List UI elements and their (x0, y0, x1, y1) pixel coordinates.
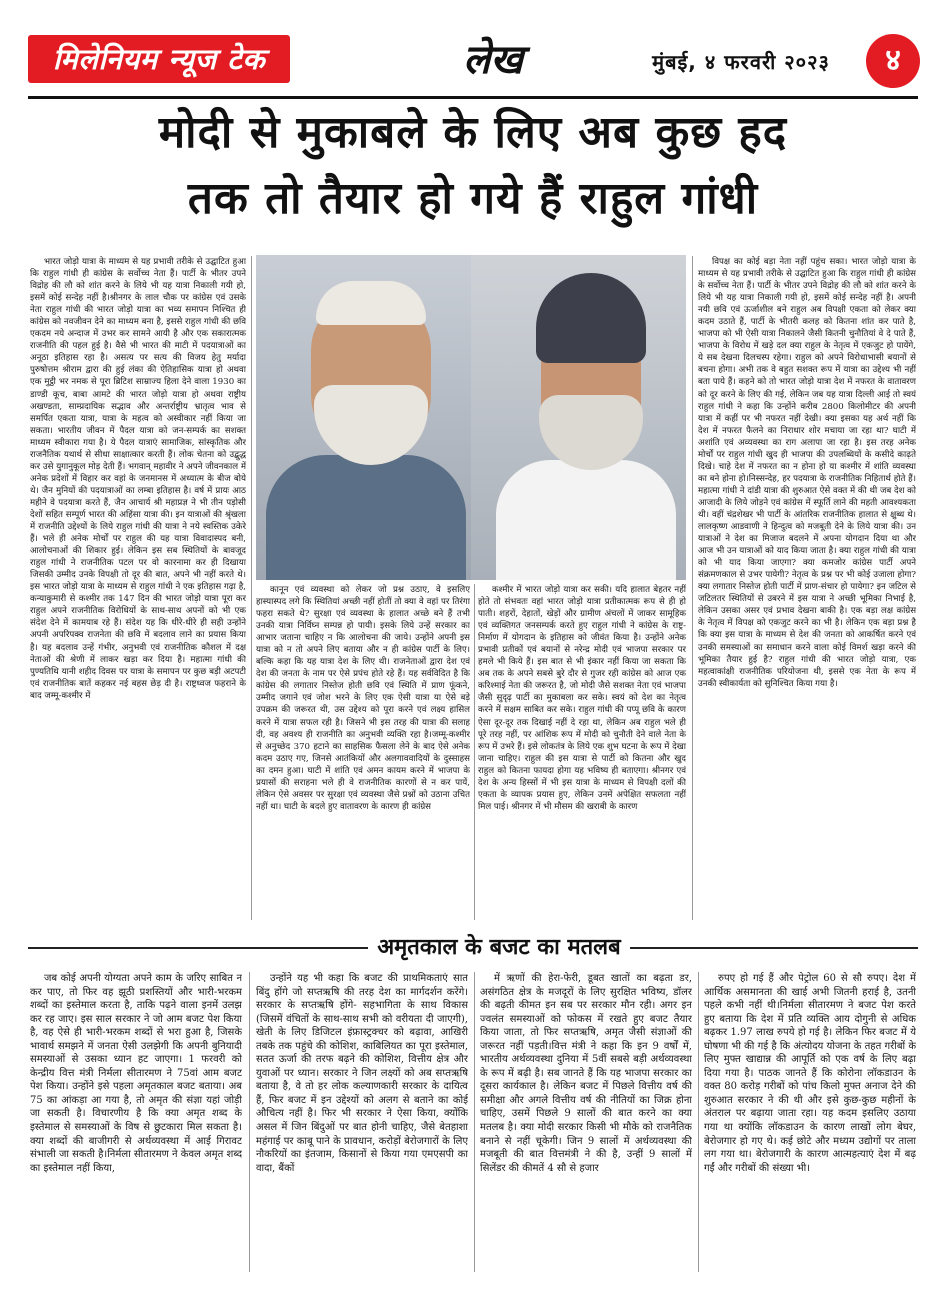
article-text: भारत जोड़ो यात्रा के माध्यम से यह प्रभावी तरीके से उद्घाटित हुआ कि राहुल गांधी ही कांग्रेस के सर्वोच्च नेता हैं। पार्टी के भीतर उपने विद्रोह की लौ को शांत करने के लिये भी यह यात्रा निकाली गयी हो, इसमें कोई सन्देह नहीं है।श्रीनगर के लाल चौक पर कांग्रेस एवं उसके नेता राहुल गांधी की भारत जोड़ो यात्रा का भव्य समापन निश्चित ही कांग्रेस को नवजीवन देने का माध्यम बना है, इससे राहुल गांधी की छवि एकदम नये अन्दाज में उभर कर सामने आयी है और एक सकारात्मक राजनीति की पहल हुई है। वैसे भी भारत की माटी में पदयात्राओं का अनूठा इतिहास रहा है। असत्य पर सत्य की विजय हेतु मर्यादा पुरुषोत्तम श्रीराम द्वारा की हुई लंका की ऐतिहासिक यात्रा हो अथवा एक मुट्ठी भर नमक से पूरा ब्रिटिश साम्राज्य हिला देने वाला 1930 का डाण्डी कूच, बाबा आमटे की भारत जोड़ो यात्रा हो अथवा राष्ट्रीय अखण्डता, साम्प्रदायिक सद्भाव और अन्तर्राष्ट्रीय भ्रातृत्व भाव से समर्पित एकता यात्रा, यात्रा के महत्व को अस्वीकार नहीं किया जा सकता। भारतीय जीवन में पैदल यात्रा को जन-सम्पर्क का सशक्त माध्यम स्वीकारा गया है। ये पैदल यात्राएं सामाजिक, सांस्कृतिक और राजनैतिक यथार्थ से सीधा साक्षात्कार करती हैं। लोक चेतना को उद्बुद्ध कर उसे युगानुकूल मोड़ देती हैं। भगवान् महावीर ने अपने जीवनकाल में अनेक प्रदेशों में विहार कर वहां के जनमानस में अध्यात्म के बीज बोये थे। जैन मुनियों की पदयात्राओं का लम्बा इतिहास है। वर्ष में प्रायः आठ महीने वे पदयात्रा करते हैं, जैन आचार्य श्री महाप्रज्ञ ने भी तीन पड़ोसी देशों सहित सम्पूर्ण भारत की अहिंसा यात्रा की। इन यात्राओं की श्रृंखला में राजनीति उद्देश्यों के लिये राहुल गांधी की यात्रा ने नये स्वस्तिक उकेरे हैं। भले ही अनेक मोर्चों पर राहुल की यह यात्रा विवादास्पद बनी, आलोचनाओं की शिकार हुई। लेकिन इस सब स्थितियों के बावजूद राहुल गांधी ने राजनीतिक पटल पर वो कारनामा कर ही दिखाया जिसकी उम्मीद उनके विपक्षी तो दूर की बात, अपने भी नहीं करते थे। इस भारत जोड़ो यात्रा के माध्यम से राहुल गांधी ने एक इतिहास गढ़ा है, कन्याकुमारी से कश्मीर तक 147 दिन की भारत जोड़ो यात्रा पूरा कर राहुल अपने राजनीतिक विरोधियों के साथ-साथ अपनों को भी एक संदेश देने में कामयाब रहे हैं। संदेश यह कि धीरे-धीरे ही सही उन्होंने अपनी अपरिपक्व राजनेता की छवि में बदलाव लाने का प्रयास किया है। यह बदलाव उन्हें गंभीर, अनुभवी एवं राजनीतिक कौशल में दक्ष नेताओं की श्रेणी में लाकर खड़ा कर दिया है। महात्मा गांधी की पुण्यतिथि यानी शहीद दिवस पर यात्रा के समापन पर कुछ बड़ी अटपटी एवं राजनीतिक बातें कहकर नई बहस छेड़ दी है। राष्ट्रध्वज फहराने के बाद जम्मू-कश्मीर में (30, 257, 246, 701)
second-article-headline: अमृतकाल के बजट का मतलब (368, 930, 630, 966)
article-text: उन्होंने यह भी कहा कि बजट की प्राथमिकताएं सात बिंदु होंगे जो सप्तऋषि की तरह देश का मार्गदर्शन करेंगे। सरकार के सप्तऋषि होंगे- सहभागिता के साथ विकास (जिसमें वंचितों के साथ-साथ सभी को वरीयता दी जाएगी), खेती के लिए डिजिटल इंफ्रास्ट्रक्चर को बढ़ावा, आखिरी तबके तक पहुंचे की कोशिश, काबिलियत का पूरा इस्तेमाल, सतत ऊर्जा की तरफ बढ़ने की कोशिश, वित्तीय क्षेत्र और युवाओं पर ध्यान। सरकार ने जिन लक्ष्यों को अब सप्तऋषि बताया है, वे तो हर लोक कल्याणकारी सरकार के दायित्व हैं, फिर बजट में इन उद्देश्यों को अलग से बताने का कोई औचित्य नहीं है। फिर भी सरकार ने ऐसा किया, क्योंकि असल में जिन बिंदुओं पर बात होनी चाहिए, जैसे बेतहाशा महंगाई पर काबू पाने के प्रावधान, करोड़ों बेरोजगारों के लिए नौकरियों का इंतजाम, किसानों से किया गया एमएसपी का वादा, बैंकों (256, 973, 468, 1174)
article-column-3 (478, 584, 686, 920)
column-divider (474, 972, 475, 1272)
article-text: कश्मीर में भारत जोड़ो यात्रा कर सकी। यदि हालात बेहतर नहीं होते तो संभवतः वहां भारत जोड़ो यात्रा प्रतीकात्मक रूप से ही हो पाती। शहरों, देहातों, खेड़ों और ग्रामीण अंचलों में जाकर सामूहिक एवं व्यक्तिगत जनसम्पर्क करते हुए राहुल गांधी ने कांग्रेस के राष्ट्र-निर्माण में योगदान के इतिहास को जीवंत किया है। उन्होंने अनेक प्रभावी प्रतीकों एवं बयानों से नरेन्द्र मोदी एवं भाजपा सरकार पर हमले भी किये हैं। इस बात से भी इंकार नहीं किया जा सकता कि अब तक के अपने सबसे बुरे दौर से गुजर रही कांग्रेस को आज एक करिश्माई नेता की जरूरत है, जो मोदी जैसे सशक्त नेता एवं भाजपा जैसी सुदृढ़ पार्टी का मुकाबला कर सके। स्वयं को देश का नेतृत्व करने में सक्षम साबित कर सके। राहुल गांधी की पप्पू छवि के कारण ऐसा दूर-दूर तक दिखाई नहीं दे रहा था, लेकिन अब राहुल भले ही पूरे तरह नहीं, पर आंशिक रूप में मोदी को चुनौती देने वाले नेता के रूप में उभरे हैं। इसे लोकतंत्र के लिये एक शुभ घटना के रूप में देखा जाना चाहिए। राहुल की इस यात्रा से पार्टी को कितना और खुद राहुल को कितना फायदा होगा यह भविष्य ही बताएगा। श्रीनगर एवं देश के अन्य हिस्सों में भी इस यात्रा के माध्यम से विपक्षी दलों की एकता के व्यापक प्रयास हुए, लेकिन उनमें अपेक्षित सफलता नहीं मिल पाई। श्रीनगर में भी मौसम की खराबी के कारण (478, 585, 686, 812)
article-photo-modi-rahul (256, 255, 686, 580)
column-divider (692, 256, 693, 920)
article-text: रुपए हो गई हैं और पेट्रोल 60 से सौ रुपए। देश में आर्थिक असमानता की खाई अभी जितनी हराई है, उतनी पहले कभी नहीं थी।निर्मला सीतारमण ने बजट पेश करते हुए बताया कि देश में प्रति व्यक्ति आय दोगुनी से अधिक बढ़कर 1.97 लाख रुपये हो गई है। लेकिन फिर बजट में ये घोषणा भी की गई है कि अंत्योदय योजना के तहत गरीबों के लिए मुफ्त खाद्यान्न की आपूर्ति को एक वर्ष के लिए बढ़ा दिया गया है। पाठक जानते हैं कि कोरोना लॉकडाउन के वक्त 80 करोड़ गरीबों को पांच किलो मुफ्त अनाज देने की शुरुआत सरकार ने की थी और इसे कुछ-कुछ महीनों के अंतराल पर बढ़ाया जाता रहा। यह कदम इसलिए उठाया गया था क्योंकि लॉकडाउन के कारण लाखों लोग बेघर, बेरोजगार हो गए थे। कई छोटे और मध्यम उद्योगों पर ताला लग गया था। बेरोजगारी के कारण आत्महत्याएं देश में बढ़ गईं और गरीबों की संख्या भी। (704, 973, 916, 1174)
budget-column-4 (704, 972, 916, 1272)
article-text: में ऋणों की हेरा-फेरी, डूबत खातों का बढ़ता डर, असंगठित क्षेत्र के मजदूरों के लिए सुरक्षित भविष्य, डॉलर की बढ़ती कीमत इन सब पर सरकार मौन रही। अगर इन ज्वलंत समस्याओं को फोकस में रखते हुए बजट तैयार किया जाता, तो फिर सप्तऋषि, अमृत जैसी संज्ञाओं की जरूरत नहीं पड़ती।वित्त मंत्री ने कहा कि इन 9 वर्षों में, भारतीय अर्थव्यवस्था दुनिया में 5वीं सबसे बड़ी अर्थव्यवस्था के रूप में बढ़ी है। सब जानते हैं कि यह भाजपा सरकार का दूसरा कार्यकाल है। लेकिन बजट में पिछले वित्तीय वर्ष की समीक्षा और अगले वित्तीय वर्ष की नीतियों का जिक्र होना चाहिए, उसमें पिछले 9 सालों की बात करने का क्या मतलब है। क्या मोदी सरकार किसी भी मौके को राजनैतिक बनाने से नहीं चूकेगी। जिन 9 सालों में अर्थव्यवस्था की मजबूती की बात वित्तमंत्री ने की है, उन्हीं 9 सालों में सिलेंडर की कीमतें 4 सौ से हजार (480, 973, 692, 1174)
edition-date: मुंबई, ४ फरवरी २०२३ (652, 50, 830, 74)
budget-column-3 (480, 972, 692, 1272)
headline-line-2: तक तो तैयार हो गये हैं राहुल गांधी (187, 173, 759, 224)
masthead-divider (28, 96, 918, 99)
column-divider (249, 972, 250, 1272)
page-number-badge: ४ (866, 34, 920, 88)
section-label: लेख (463, 37, 523, 83)
photo-left-hair (316, 281, 426, 325)
article-text: विपक्ष का कोई बड़ा नेता नहीं पहुंच सका। भारत जोड़ो यात्रा के माध्यम से यह प्रभावी तरीके से उद्घाटित हुआ कि राहुल गांधी ही कांग्रेस के सर्वोच्च नेता हैं। पार्टी के भीतर उपने विद्रोह की लौ को शांत करने के लिये भी यह यात्रा निकाली गयी हो, इसमें कोई सन्देह नहीं है। अपनी नयी छवि एवं ऊर्जाशील बने राहुल अब विपक्षी एकता को लेकर क्या कदम उठाते हैं, पार्टी के भीतरी कलह को कितना शांत कर पाते है, भाजपा को भी ऐसी यात्रा निकालने जैसी कितनी चुनौतियां वे दे पाते हैं, भाजपा के विरोध में खड़े दल क्या राहुल के नेतृत्व में एकजुट हो पायेंगे, ये सब देखना दिलचस्प रहेगा। राहुल को अपने विरोधाभासी बयानों से बचना होगा। अभी तक वे बहुत सशक्त रूप में यात्रा का उद्देश्य भी नहीं बता पाये हैं। कहने को तो भारत जोड़ो यात्रा देश में नफरत के वातावरण को दूर करने के लिए की गई, लेकिन जब यह यात्रा दिल्ली आई तो स्वयं राहुल गांधी ने कहा कि उन्होंने करीब 2800 किलोमीटर की अपनी यात्रा में कहीं पर भी नफरत नहीं देखी। क्या इसका यह अर्थ नहीं कि देश में नफरत फैलने का निराधार शोर मचाया जा रहा था? घाटी में अशांति एवं अव्यवस्था का राग अलापा जा रहा है। इस तरह अनेक मोर्चों पर राहुल गांधी खुद ही भाजपा की उपलब्धियों के कसीदे काढ़ते दिखे। चाहे देश में नफरत का न होना हो या कश्मीर में शांति व्यवस्था का बने होना हो।निस्सन्देह, हर पदयात्रा के राजनीतिक निहितार्थ होते हैं। महात्मा गांधी ने दांडी यात्रा की शुरुआत ऐसे वक्त में की थी जब देश को आजादी के लिये जोड़ने एवं कांग्रेस में स्फूर्ति लाने की महती आवश्यकता थी। वहीं चंद्रशेखर भी पार्टी के आंतरिक राजनीतिक हालात से क्षुब्ध थे। लालकृष्ण आडवाणी ने हिन्दुत्व को मजबूती देने के लिये यात्रा की। उन यात्राओं ने देश का मिजाज बदलने में अपना योगदान दिया था और आज भी उन यात्राओं को याद किया जाता है। क्या राहुल गांधी की यात्रा को भी याद किया जाएगा? क्या कमजोर कांग्रेस पार्टी अपने संक्रमणकाल से उभर पायेगी? नेतृत्व के प्रश्न पर भी कोई उजाला होगा? क्या लगातार निस्तेज होती पार्टी में प्राण-संचार हो पायेगा? इन जटिल से जटिलतर स्थितियों से उबरने में इस यात्रा ने अच्छी भूमिका निभाई है, लेकिन उसका असर एवं प्रभाव देखना बाकी है। एक बड़ा लक्ष कांग्रेस के नेतृत्व में विपक्ष को एकजुट करने का भी है। लेकिन एक बड़ा प्रश्न है कि क्या इस यात्रा के माध्यम से देश की जनता को आकर्षित करने एवं उनकी समस्याओं का समाधान करने वाला कोई विमर्श खड़ा करने की भूमिका तैयार हुई है? राहुल गांधी की भारत जोड़ो यात्रा, एक महत्वाकांक्षी राजनीतिक परियोजना थी, इससे एक नेता के रूप में उनकी स्वीकार्यता को सुनिश्चित किया गया है। (698, 257, 916, 689)
article-text: कानून एवं व्यवस्था को लेकर जो प्रश्न उठाए, वे इसलिए हास्यास्पद लगे कि स्थितियां अच्छी नहीं होतीं तो क्या वे वहां पर तिरंगा फहरा सकते थे? सुरक्षा एवं व्यवस्था के हालात अच्छे बने हैं तभी उनकी यात्रा निर्विघ्न सम्पन्न हो पायी। इसके लिये उन्हें सरकार का आभार जताना चाहिए न कि आलोचना की जाये। उन्होंने अपनी इस यात्रा को न तो अपने लिए बताया और न ही कांग्रेस पार्टी के लिए। बल्कि कहा कि यह यात्रा देश के लिए थी। राजनेताओं द्वारा देश एवं देश की जनता के नाम पर ऐसे प्रपंच होते रहे हैं। यह सर्वविदित है कि कांग्रेस की लगातार निस्तेज होती छवि एवं स्थिति में प्राण फूंकने, उम्मीद जगाने एवं जोश भरने के लिए एक ऐसी यात्रा या ऐसे बड़े उपक्रम की जरूरत थी, उस उद्देश्य को पूरा करने एवं लक्ष्य हासिल करने में यात्रा सफल रही है। जिसने भी इस तरह की यात्रा की सलाह दी, वह अवश्य ही राजनीति का अनुभवी व्यक्ति रहा है।जम्मू-कश्मीर से अनुच्छेद 370 हटाने का साहसिक फैसला लेने के बाद ऐसे अनेक कदम उठाए गए, जिनसे आतंकियों और अलगाववादियों के दुस्साहस का दमन हुआ। घाटी में शांति एवं अमन कायम करने में भाजपा के प्रयासों की सराहना भले ही वे राजनीतिक कारणों से न कर पायें, लेकिन ऐसे अवसर पर सुरक्षा एवं व्यवस्था जैसे प्रश्नों को उठाना उचित नहीं था। घाटी के बदले हुए वातावरण के कारण ही कांग्रेस (256, 585, 470, 812)
article-column-4 (698, 256, 916, 920)
article-column-2 (256, 584, 470, 920)
masthead (28, 30, 918, 90)
headline-line-1: मोदी से मुकाबले के लिए अब कुछ हद (158, 107, 788, 158)
photo-right-figure (496, 460, 676, 580)
photo-left-figure (266, 455, 466, 580)
budget-column-1 (30, 972, 242, 1272)
column-divider (251, 256, 252, 920)
article-column-1 (30, 256, 246, 920)
second-article-header (28, 930, 918, 966)
newspaper-name: मिलेनियम न्यूज टेक (28, 35, 290, 83)
article-text: जब कोई अपनी योग्यता अपने काम के जरिए साबित न कर पाए, तो फिर वह झूठी प्रशस्तियों और भारी-भरकम शब्दों का इस्तेमाल करता है, ताकि पढ़ने वाला इनमें उलझ कर रह जाए। इस साल सरकार ने जो आम बजट पेश किया है, वह ऐसे ही भारी-भरकम शब्दों से भरा हुआ है, जिसके भावार्थ समझने में जनता ऐसी उलझेगी कि अपनी बुनियादी समस्याओं से उसका ध्यान हट जाएगा। 1 फरवरी को केन्द्रीय वित्त मंत्री निर्मला सीतारमण ने 75वां आम बजट पेश किया। उन्होंने इसे पहला अमृतकाल बजट बताया। अब 75 का आंकड़ा आ गया है, तो अमृत की संज्ञा यहां जोड़ी जा सकती है। विचारणीय है कि क्या अमृत शब्द के इस्तेमाल से समस्याओं के विष से छुटकारा मिल सकता है। क्या शब्दों की बाजीगरी से अर्थव्यवस्था में आई गिरावट संभाली जा सकती है।निर्मला सीतारमण ने केवल अमृत शब्द का इस्तेमाल नहीं किया, (30, 973, 242, 1174)
budget-column-2 (256, 972, 468, 1272)
column-divider (474, 584, 475, 920)
article-headline (30, 100, 916, 240)
column-divider (698, 972, 699, 1272)
